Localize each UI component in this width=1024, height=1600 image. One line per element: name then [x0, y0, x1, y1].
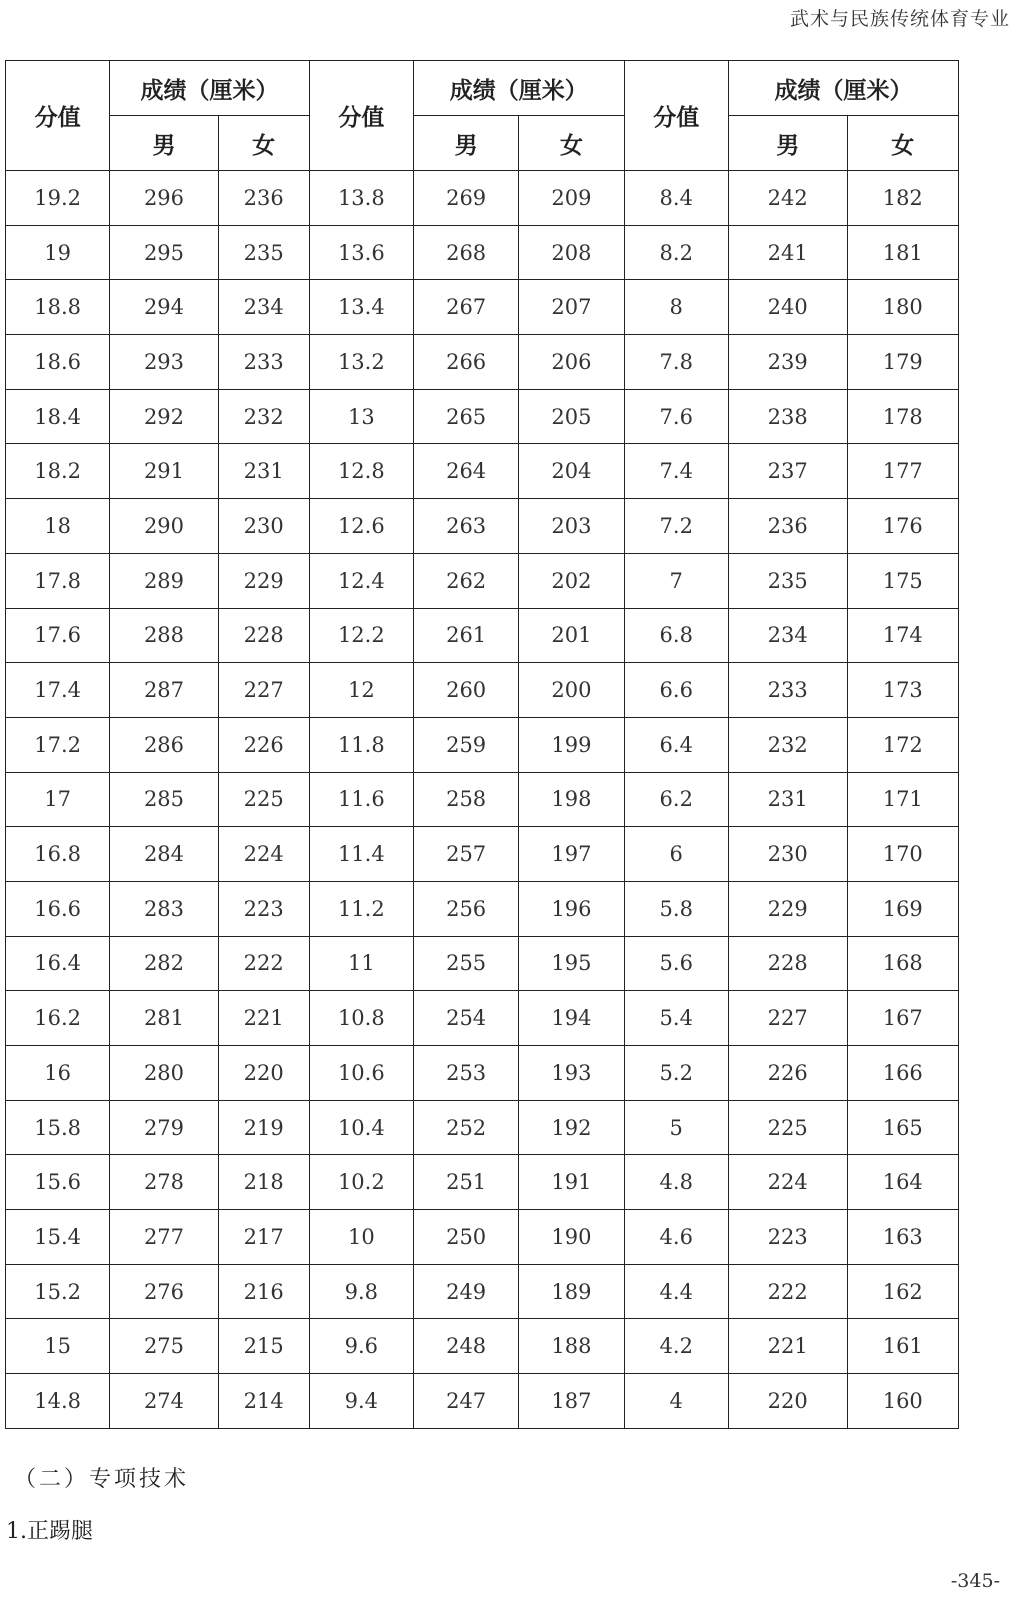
section-heading: （二）专项技术 [14, 1467, 190, 1492]
score-cell: 19 [6, 225, 110, 280]
score-cell: 5.2 [624, 1046, 728, 1101]
score-cell: 4.4 [624, 1264, 728, 1319]
female-cell: 225 [218, 772, 309, 827]
table-row [6, 1155, 959, 1210]
male-cell: 230 [728, 827, 847, 882]
female-cell: 189 [519, 1264, 624, 1319]
female-cell: 217 [218, 1210, 309, 1265]
male-cell: 242 [728, 171, 847, 226]
female-cell: 201 [519, 608, 624, 663]
female-cell: 206 [519, 335, 624, 390]
score-cell: 18.4 [6, 389, 110, 444]
female-cell: 223 [218, 881, 309, 936]
male-cell: 236 [728, 499, 847, 554]
score-cell: 8 [624, 280, 728, 335]
female-cell: 230 [218, 499, 309, 554]
male-cell: 249 [413, 1264, 518, 1319]
male-cell: 277 [110, 1210, 218, 1265]
male-cell: 265 [413, 389, 518, 444]
score-cell: 15.6 [6, 1155, 110, 1210]
male-header: 男 [728, 116, 847, 171]
male-cell: 235 [728, 553, 847, 608]
male-cell: 256 [413, 881, 518, 936]
score-cell: 17.6 [6, 608, 110, 663]
score-cell: 6.4 [624, 717, 728, 772]
table-row [6, 1264, 959, 1319]
female-cell: 179 [847, 335, 959, 390]
score-cell: 7.6 [624, 389, 728, 444]
female-cell: 172 [847, 717, 959, 772]
table-row [6, 1100, 959, 1155]
male-cell: 283 [110, 881, 218, 936]
male-header: 男 [413, 116, 518, 171]
male-cell: 288 [110, 608, 218, 663]
score-cell: 13 [309, 389, 413, 444]
female-cell: 162 [847, 1264, 959, 1319]
score-cell: 7.4 [624, 444, 728, 499]
female-cell: 198 [519, 772, 624, 827]
male-cell: 276 [110, 1264, 218, 1319]
score-cell: 13.8 [309, 171, 413, 226]
score-cell: 13.6 [309, 225, 413, 280]
score-cell: 15 [6, 1319, 110, 1374]
sub-heading: 1.正踢腿 [6, 1519, 93, 1544]
female-cell: 214 [218, 1374, 309, 1429]
male-cell: 238 [728, 389, 847, 444]
male-cell: 253 [413, 1046, 518, 1101]
female-cell: 188 [519, 1319, 624, 1374]
table-row [6, 499, 959, 554]
score-cell: 11.2 [309, 881, 413, 936]
score-cell: 5.6 [624, 936, 728, 991]
female-cell: 177 [847, 444, 959, 499]
male-cell: 223 [728, 1210, 847, 1265]
score-cell: 9.4 [309, 1374, 413, 1429]
female-cell: 173 [847, 663, 959, 718]
female-cell: 187 [519, 1374, 624, 1429]
score-header: 分值 [309, 61, 413, 171]
female-cell: 199 [519, 717, 624, 772]
score-cell: 18.8 [6, 280, 110, 335]
male-cell: 251 [413, 1155, 518, 1210]
male-cell: 254 [413, 991, 518, 1046]
score-cell: 18.2 [6, 444, 110, 499]
female-header: 女 [519, 116, 624, 171]
score-cell: 14.8 [6, 1374, 110, 1429]
score-cell: 13.2 [309, 335, 413, 390]
score-cell: 7.8 [624, 335, 728, 390]
female-cell: 220 [218, 1046, 309, 1101]
score-cell: 10.6 [309, 1046, 413, 1101]
male-cell: 261 [413, 608, 518, 663]
score-cell: 11 [309, 936, 413, 991]
score-cell: 5 [624, 1100, 728, 1155]
male-cell: 263 [413, 499, 518, 554]
score-cell: 4 [624, 1374, 728, 1429]
page-number: -345- [950, 1570, 1000, 1592]
table-row [6, 936, 959, 991]
male-cell: 268 [413, 225, 518, 280]
female-cell: 229 [218, 553, 309, 608]
male-cell: 289 [110, 553, 218, 608]
score-cell: 18.6 [6, 335, 110, 390]
female-cell: 174 [847, 608, 959, 663]
female-cell: 215 [218, 1319, 309, 1374]
table-row [6, 280, 959, 335]
score-cell: 5.8 [624, 881, 728, 936]
female-cell: 181 [847, 225, 959, 280]
score-cell: 10.4 [309, 1100, 413, 1155]
score-cell: 11.4 [309, 827, 413, 882]
header-row-1 [6, 61, 959, 116]
female-cell: 167 [847, 991, 959, 1046]
female-cell: 166 [847, 1046, 959, 1101]
male-cell: 224 [728, 1155, 847, 1210]
table-row [6, 225, 959, 280]
male-cell: 226 [728, 1046, 847, 1101]
female-cell: 176 [847, 499, 959, 554]
male-cell: 233 [728, 663, 847, 718]
male-cell: 279 [110, 1100, 218, 1155]
female-cell: 204 [519, 444, 624, 499]
score-cell: 10 [309, 1210, 413, 1265]
score-cell: 4.2 [624, 1319, 728, 1374]
female-header: 女 [218, 116, 309, 171]
table-row [6, 1319, 959, 1374]
male-cell: 250 [413, 1210, 518, 1265]
score-cell: 16.2 [6, 991, 110, 1046]
female-cell: 169 [847, 881, 959, 936]
table-row [6, 1046, 959, 1101]
result-header: 成绩（厘米） [413, 61, 624, 116]
score-cell: 16.6 [6, 881, 110, 936]
male-cell: 286 [110, 717, 218, 772]
male-cell: 227 [728, 991, 847, 1046]
male-cell: 274 [110, 1374, 218, 1429]
female-cell: 231 [218, 444, 309, 499]
table-row [6, 444, 959, 499]
male-cell: 255 [413, 936, 518, 991]
table-row [6, 553, 959, 608]
table-row [6, 171, 959, 226]
male-cell: 247 [413, 1374, 518, 1429]
score-cell: 7.2 [624, 499, 728, 554]
male-cell: 275 [110, 1319, 218, 1374]
female-cell: 182 [847, 171, 959, 226]
female-cell: 190 [519, 1210, 624, 1265]
female-header: 女 [847, 116, 959, 171]
male-cell: 241 [728, 225, 847, 280]
score-cell: 8.2 [624, 225, 728, 280]
score-cell: 12 [309, 663, 413, 718]
male-cell: 269 [413, 171, 518, 226]
table-row [6, 881, 959, 936]
female-cell: 227 [218, 663, 309, 718]
male-cell: 278 [110, 1155, 218, 1210]
female-cell: 209 [519, 171, 624, 226]
female-cell: 218 [218, 1155, 309, 1210]
female-cell: 224 [218, 827, 309, 882]
male-cell: 228 [728, 936, 847, 991]
male-cell: 232 [728, 717, 847, 772]
female-cell: 175 [847, 553, 959, 608]
score-cell: 19.2 [6, 171, 110, 226]
score-cell: 9.6 [309, 1319, 413, 1374]
female-cell: 197 [519, 827, 624, 882]
score-header: 分值 [6, 61, 110, 171]
table-row [6, 1374, 959, 1429]
score-cell: 16.8 [6, 827, 110, 882]
female-cell: 203 [519, 499, 624, 554]
score-cell: 16.4 [6, 936, 110, 991]
female-cell: 161 [847, 1319, 959, 1374]
male-cell: 296 [110, 171, 218, 226]
score-cell: 17.2 [6, 717, 110, 772]
male-cell: 234 [728, 608, 847, 663]
score-header: 分值 [624, 61, 728, 171]
female-cell: 178 [847, 389, 959, 444]
female-cell: 202 [519, 553, 624, 608]
male-cell: 259 [413, 717, 518, 772]
male-cell: 260 [413, 663, 518, 718]
male-cell: 292 [110, 389, 218, 444]
score-cell: 12.6 [309, 499, 413, 554]
female-cell: 192 [519, 1100, 624, 1155]
female-cell: 200 [519, 663, 624, 718]
male-cell: 267 [413, 280, 518, 335]
score-cell: 6.8 [624, 608, 728, 663]
male-cell: 290 [110, 499, 218, 554]
male-cell: 285 [110, 772, 218, 827]
table-row [6, 663, 959, 718]
score-cell: 10.8 [309, 991, 413, 1046]
score-cell: 12.8 [309, 444, 413, 499]
score-table [5, 60, 959, 1429]
male-cell: 294 [110, 280, 218, 335]
male-cell: 225 [728, 1100, 847, 1155]
result-header: 成绩（厘米） [728, 61, 958, 116]
male-cell: 266 [413, 335, 518, 390]
score-cell: 6 [624, 827, 728, 882]
female-cell: 233 [218, 335, 309, 390]
female-cell: 221 [218, 991, 309, 1046]
female-cell: 234 [218, 280, 309, 335]
table-row [6, 608, 959, 663]
female-cell: 235 [218, 225, 309, 280]
header-row-2 [6, 116, 959, 171]
female-cell: 168 [847, 936, 959, 991]
score-cell: 6.2 [624, 772, 728, 827]
running-header: 武术与民族传统体育专业 [789, 8, 1010, 30]
score-cell: 11.8 [309, 717, 413, 772]
score-cell: 7 [624, 553, 728, 608]
table-row [6, 335, 959, 390]
female-cell: 195 [519, 936, 624, 991]
male-cell: 293 [110, 335, 218, 390]
male-header: 男 [110, 116, 218, 171]
female-cell: 180 [847, 280, 959, 335]
male-cell: 291 [110, 444, 218, 499]
score-cell: 4.8 [624, 1155, 728, 1210]
score-cell: 5.4 [624, 991, 728, 1046]
table-row [6, 991, 959, 1046]
male-cell: 221 [728, 1319, 847, 1374]
female-cell: 164 [847, 1155, 959, 1210]
table-body [6, 171, 959, 1429]
score-cell: 17.4 [6, 663, 110, 718]
male-cell: 258 [413, 772, 518, 827]
female-cell: 165 [847, 1100, 959, 1155]
female-cell: 160 [847, 1374, 959, 1429]
score-cell: 16 [6, 1046, 110, 1101]
score-cell: 10.2 [309, 1155, 413, 1210]
table-row [6, 827, 959, 882]
score-cell: 8.4 [624, 171, 728, 226]
female-cell: 236 [218, 171, 309, 226]
score-cell: 12.2 [309, 608, 413, 663]
table-row [6, 389, 959, 444]
female-cell: 194 [519, 991, 624, 1046]
male-cell: 281 [110, 991, 218, 1046]
female-cell: 228 [218, 608, 309, 663]
male-cell: 239 [728, 335, 847, 390]
male-cell: 257 [413, 827, 518, 882]
female-cell: 191 [519, 1155, 624, 1210]
female-cell: 219 [218, 1100, 309, 1155]
female-cell: 205 [519, 389, 624, 444]
male-cell: 231 [728, 772, 847, 827]
female-cell: 163 [847, 1210, 959, 1265]
female-cell: 226 [218, 717, 309, 772]
table-row [6, 1210, 959, 1265]
score-cell: 6.6 [624, 663, 728, 718]
male-cell: 284 [110, 827, 218, 882]
male-cell: 262 [413, 553, 518, 608]
score-cell: 4.6 [624, 1210, 728, 1265]
score-cell: 12.4 [309, 553, 413, 608]
male-cell: 222 [728, 1264, 847, 1319]
score-cell: 11.6 [309, 772, 413, 827]
score-cell: 17.8 [6, 553, 110, 608]
male-cell: 220 [728, 1374, 847, 1429]
male-cell: 295 [110, 225, 218, 280]
score-cell: 9.8 [309, 1264, 413, 1319]
score-cell: 15.4 [6, 1210, 110, 1265]
score-cell: 15.2 [6, 1264, 110, 1319]
female-cell: 232 [218, 389, 309, 444]
female-cell: 170 [847, 827, 959, 882]
male-cell: 282 [110, 936, 218, 991]
male-cell: 240 [728, 280, 847, 335]
female-cell: 196 [519, 881, 624, 936]
female-cell: 208 [519, 225, 624, 280]
score-cell: 15.8 [6, 1100, 110, 1155]
male-cell: 252 [413, 1100, 518, 1155]
male-cell: 248 [413, 1319, 518, 1374]
score-cell: 13.4 [309, 280, 413, 335]
result-header: 成绩（厘米） [110, 61, 309, 116]
score-cell: 17 [6, 772, 110, 827]
female-cell: 222 [218, 936, 309, 991]
female-cell: 207 [519, 280, 624, 335]
male-cell: 229 [728, 881, 847, 936]
female-cell: 216 [218, 1264, 309, 1319]
male-cell: 280 [110, 1046, 218, 1101]
male-cell: 264 [413, 444, 518, 499]
male-cell: 237 [728, 444, 847, 499]
score-cell: 18 [6, 499, 110, 554]
female-cell: 193 [519, 1046, 624, 1101]
female-cell: 171 [847, 772, 959, 827]
table-row [6, 772, 959, 827]
male-cell: 287 [110, 663, 218, 718]
table-row [6, 717, 959, 772]
